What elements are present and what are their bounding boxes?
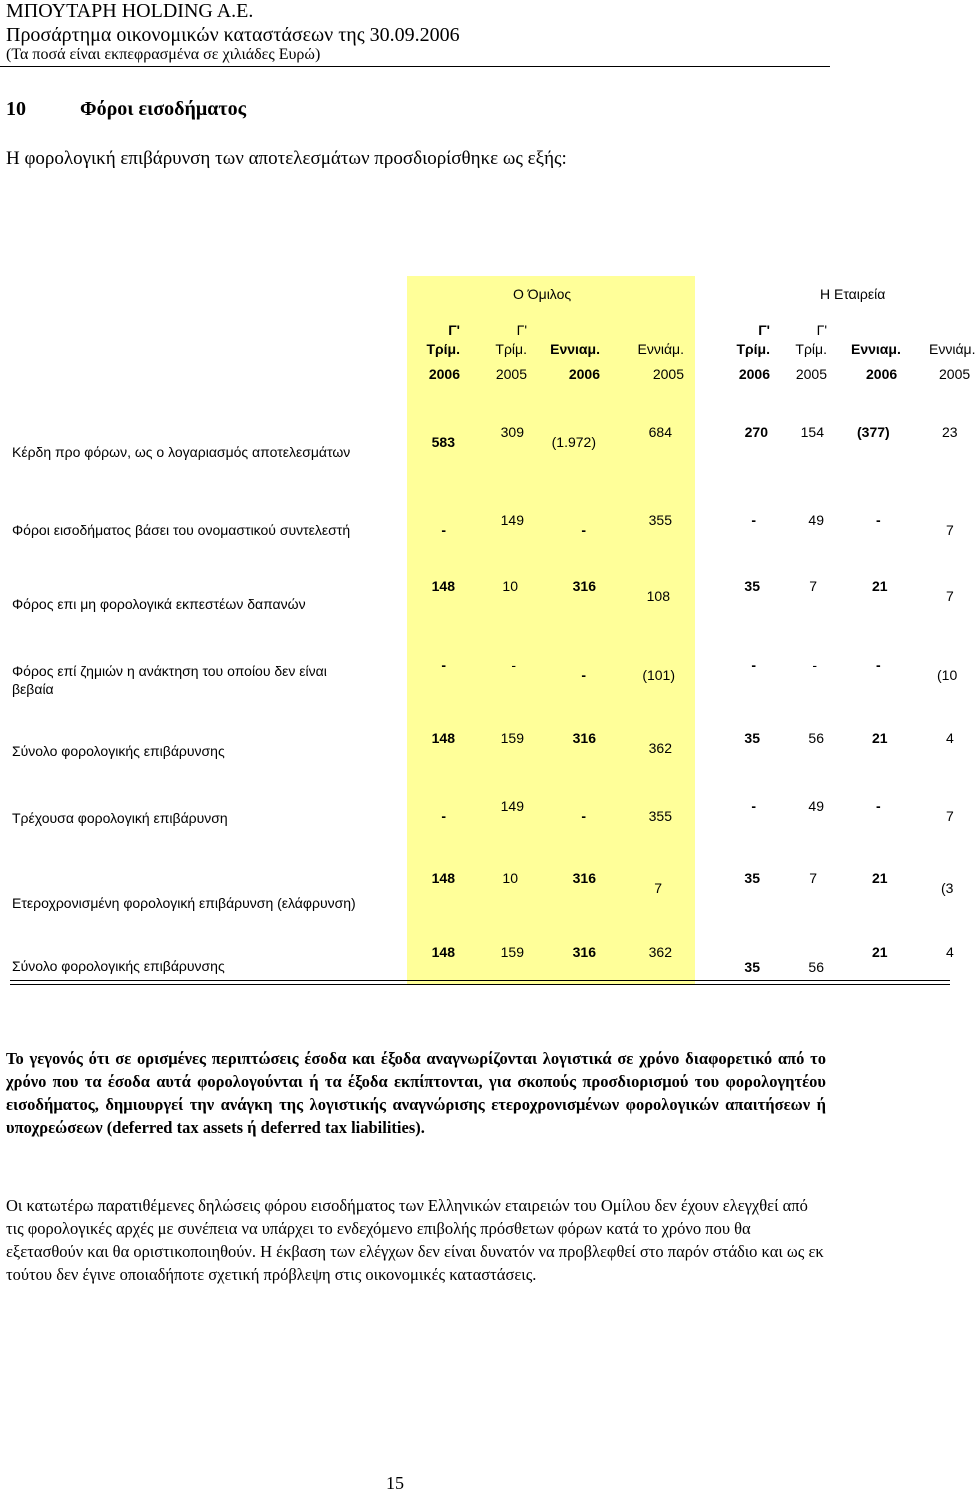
col-2-line1: Γ': [516, 322, 527, 338]
row-label-non-deductible: Φόρος επι μη φορολογικά εκπεστέων δαπανών: [12, 596, 306, 612]
col-5-year: 2006: [738, 366, 770, 382]
cell-r2-c1: -: [441, 522, 446, 538]
cell-r2-c5: -: [751, 512, 756, 528]
cell-r2-c4: 355: [648, 512, 672, 528]
cell-r4-c5: -: [751, 657, 756, 673]
cell-r5-c1: 148: [431, 730, 455, 746]
cell-r7-c3: 316: [572, 870, 596, 886]
col-7-line2: Εννιαμ.: [851, 341, 901, 357]
cell-r8-c1: 148: [431, 944, 455, 960]
cell-r3-c2: 10: [502, 578, 518, 594]
cell-r1-c5: 270: [744, 424, 768, 440]
page-number: 15: [386, 1473, 404, 1493]
cell-r8-c6: 56: [808, 959, 824, 975]
col-1-year: 2006: [428, 366, 460, 382]
cell-r8-c3: 316: [572, 944, 596, 960]
col-5-line1: Γ': [758, 322, 770, 338]
row-label-tax-on-losses: Φόρος επί ζημιών η ανάκτηση του οποίου δεν είναι βεβαία: [12, 663, 327, 697]
col-7-year: 2006: [866, 366, 898, 382]
row-label-current-tax: Τρέχουσα φορολογική επιβάρυνση: [12, 810, 228, 826]
cell-r2-c2: 149: [500, 512, 524, 528]
cell-r4-c2: -: [511, 657, 516, 673]
cell-r5-c6: 56: [808, 730, 824, 746]
cell-r6-c4: 355: [648, 808, 672, 824]
cell-r5-c5: 35: [744, 730, 760, 746]
row-label-profit-before-tax: Κέρδη προ φόρων, ως ο λογαριασμός αποτελεσμάτων: [12, 444, 351, 460]
col-3-line2: Εννιαμ.: [550, 341, 600, 357]
col-3-year: 2006: [568, 366, 600, 382]
document-subtitle: Προσάρτημα οικονομικών καταστάσεων της 30.09.2006: [6, 24, 460, 46]
col-1-line2: Τρίμ.: [426, 341, 460, 357]
note-intro: Η φορολογική επιβάρυνση των αποτελεσμάτων προσδιορίσθηκε ως εξής:: [6, 148, 567, 169]
row-label-deferred-tax: Ετεροχρονισμένη φορολογική επιβάρυνση (ελάφρυνση): [12, 895, 356, 911]
cell-r7-c5: 35: [744, 870, 760, 886]
cell-r2-c8: 7: [946, 522, 954, 538]
cell-r4-c6: -: [812, 657, 817, 673]
col-6-year: 2005: [795, 366, 827, 382]
cell-r1-c2: 309: [500, 424, 524, 440]
note-title: Φόροι εισοδήματος: [80, 98, 247, 120]
cell-r2-c3: -: [581, 522, 586, 538]
company-name: ΜΠΟΥΤΑΡΗ HOLDING A.E.: [6, 0, 254, 22]
cell-r1-c3: (1.972): [551, 434, 596, 450]
cell-r4-c1: -: [441, 657, 446, 673]
total-double-underline: [10, 980, 950, 985]
cell-r2-c6: 49: [808, 512, 824, 528]
cell-r2-c7: -: [876, 512, 881, 528]
cell-r4-c4: (101): [642, 667, 675, 683]
cell-r3-c5: 35: [744, 578, 760, 594]
cell-r5-c7: 21: [872, 730, 888, 746]
col-6-line1: Γ': [816, 322, 827, 338]
cell-r8-c8: 4: [946, 944, 954, 960]
col-2-year: 2005: [495, 366, 527, 382]
cell-r7-c7: 21: [872, 870, 888, 886]
cell-r7-c4: 7: [654, 880, 662, 896]
cell-r4-c8: (10: [937, 667, 958, 683]
row-label-total-tax-final: Σύνολο φορολογικής επιβάρυνσης: [12, 958, 225, 974]
col-8-line2: Εννιάμ.: [929, 341, 976, 357]
cell-r7-c8: (3: [941, 880, 954, 896]
cell-r8-c4: 362: [648, 944, 672, 960]
col-2-line2: Τρίμ.: [495, 341, 527, 357]
cell-r5-c4: 362: [648, 740, 672, 756]
cell-r4-c3: -: [581, 667, 586, 683]
cell-r5-c2: 159: [500, 730, 524, 746]
cell-r5-c8: 4: [946, 730, 954, 746]
cell-r1-c8: 23: [942, 424, 958, 440]
cell-r8-c2: 159: [500, 944, 524, 960]
deferred-tax-paragraph: Το γεγονός ότι σε ορισμένες περιπτώσεις έσοδα και έξοδα αναγνωρίζονται λογιστικά σε χρόνο διαφορετικό από το χρόνο που τα έσοδα αυτά φορολογούνται ή τα έξοδα εκπίπτονται, για σκοπούς προσδιορισμού του φορολογητέου εισοδήματος, δημιουργεί την ανάγκη της λογιστικής αναγνώρισης ετεροχρονισμένων φορολογικών απαιτήσεων ή υποχρεώσεων (deferred tax assets ή deferred tax liabilities).: [6, 1049, 826, 1137]
col-5-line2: Τρίμ.: [736, 341, 770, 357]
cell-r3-c7: 21: [872, 578, 888, 594]
cell-r1-c1: 583: [431, 434, 455, 450]
cell-r3-c1: 148: [431, 578, 455, 594]
cell-r4-c7: -: [876, 657, 881, 673]
cell-r7-c2: 10: [502, 870, 518, 886]
col-1-line1: Γ': [448, 322, 460, 338]
cell-r6-c6: 49: [808, 798, 824, 814]
cell-r7-c6: 7: [809, 870, 817, 886]
cell-r3-c6: 7: [809, 578, 817, 594]
group-label-company: Η Εταιρεία: [820, 286, 886, 302]
cell-r7-c1: 148: [431, 870, 455, 886]
group-label-group: Ο Όμιλος: [513, 286, 572, 302]
row-label-total-tax: Σύνολο φορολογικής επιβάρυνσης: [12, 743, 225, 759]
cell-r6-c7: -: [876, 798, 881, 814]
row-label-nominal-tax: Φόροι εισοδήματος βάσει του ονομαστικού συντελεστή: [12, 522, 351, 538]
units-note: (Τα ποσά είναι εκπεφρασμένα σε χιλιάδες Ευρώ): [6, 46, 321, 63]
cell-r6-c1: -: [441, 808, 446, 824]
tax-audit-paragraph: Οι κατωτέρω παρατιθέμενες δηλώσεις φόρου εισοδήματος των Ελληνικών εταιρειών του Ομίλου δεν έχουν ελεγχθεί από τις φορολογικές αρχές με συνέπεια να υπάρχει το ενδεχόμενο επιβολής πρόσθετων φόρων κατά το χρόνο που θα εξετασθούν και θα οριστικοποιηθούν. Η έκβαση των ελέγχων δεν είναι δυνατόν να προβλεφθεί στο παρόν στάδιο και ως εκ τούτου δεν έγινε οποιαδήποτε σχετική πρόβλεψη στις οικονομικές καταστάσεις.: [6, 1196, 824, 1284]
cell-r3-c8: 7: [946, 588, 954, 604]
cell-r6-c3: -: [581, 808, 586, 824]
cell-r6-c8: 7: [946, 808, 954, 824]
cell-r5-c3: 316: [572, 730, 596, 746]
note-number: 10: [6, 98, 26, 120]
col-8-year: 2005: [939, 366, 971, 382]
cell-r1-c7: (377): [857, 424, 890, 440]
cell-r1-c4: 684: [648, 424, 672, 440]
col-6-line2: Τρίμ.: [795, 341, 827, 357]
cell-r6-c2: 149: [500, 798, 524, 814]
cell-r8-c5: 35: [744, 959, 760, 975]
cell-r8-c7: 21: [872, 944, 888, 960]
cell-r3-c4: 108: [646, 588, 670, 604]
cell-r6-c5: -: [751, 798, 756, 814]
header-rule: [0, 66, 830, 67]
cell-r3-c3: 316: [572, 578, 596, 594]
col-4-year: 2005: [652, 366, 684, 382]
col-4-line2: Εννιάμ.: [637, 341, 684, 357]
cell-r1-c6: 154: [800, 424, 824, 440]
